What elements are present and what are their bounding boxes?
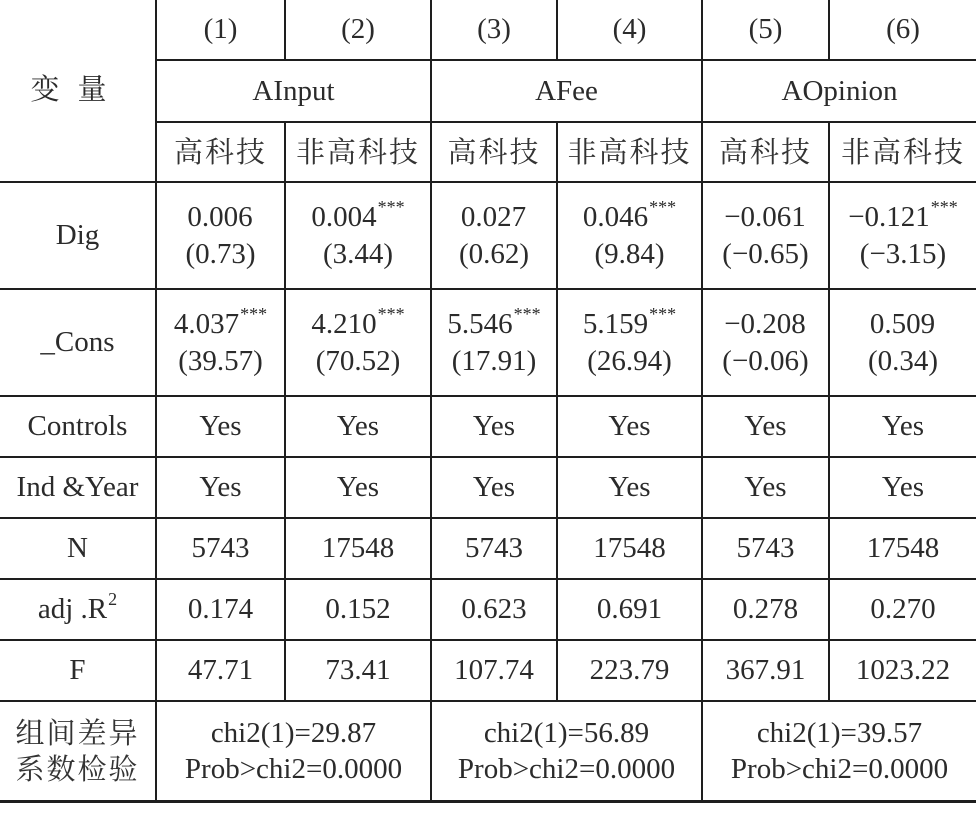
table-row-ind-year <box>0 457 976 518</box>
significance-stars: *** <box>513 304 541 325</box>
col-number-1: (1) <box>156 0 285 60</box>
n-cell: 5743 <box>156 518 285 579</box>
cons-cell-5 <box>702 289 829 396</box>
subgroup-2: 非高科技 <box>285 122 431 182</box>
table-row-f <box>0 640 976 701</box>
dig-cell-6 <box>829 182 976 289</box>
table-row-controls <box>0 396 976 457</box>
group-test-label-line1: 组间差异 <box>15 715 140 750</box>
significance-stars: *** <box>649 304 677 325</box>
cons-tstat: (70.52) <box>315 344 401 377</box>
dig-coef: −0.061 <box>724 201 806 234</box>
chi2-value: chi2(1)=39.57 <box>756 716 923 749</box>
subgroup-1: 高科技 <box>156 122 285 182</box>
adj-r2-cell: 0.270 <box>829 579 976 640</box>
table-row-n <box>0 518 976 579</box>
ind-year-cell: Yes <box>557 457 702 518</box>
n-cell: 5743 <box>702 518 829 579</box>
row-label-adj-r2 <box>0 579 156 640</box>
ind-year-cell: Yes <box>431 457 557 518</box>
subgroup-6: 非高科技 <box>829 122 976 182</box>
controls-cell: Yes <box>557 396 702 457</box>
col-number-4: (4) <box>557 0 702 60</box>
dig-coef: 0.046 <box>582 201 649 234</box>
ind-year-cell: Yes <box>702 457 829 518</box>
subgroup-3: 高科技 <box>431 122 557 182</box>
cons-coef: 0.509 <box>869 308 936 341</box>
dig-cell-3 <box>431 182 557 289</box>
cons-coef: 5.159 <box>582 308 649 341</box>
dig-cell-2 <box>285 182 431 289</box>
f-cell: 73.41 <box>285 640 431 701</box>
table-row-dig <box>0 182 976 289</box>
n-cell: 17548 <box>285 518 431 579</box>
cons-tstat: (17.91) <box>451 344 537 377</box>
group-aopinion: AOpinion <box>702 60 976 122</box>
col-number-2: (2) <box>285 0 431 60</box>
adj-r2-cell: 0.174 <box>156 579 285 640</box>
col-number-3: (3) <box>431 0 557 60</box>
f-cell: 223.79 <box>557 640 702 701</box>
adj-r2-superscript: 2 <box>108 589 118 610</box>
group-test-cell-aopinion <box>702 701 976 801</box>
adj-r2-cell: 0.623 <box>431 579 557 640</box>
prob-value: Prob>chi2=0.0000 <box>184 752 403 785</box>
dig-tstat: (−0.65) <box>722 237 809 270</box>
n-cell: 17548 <box>829 518 976 579</box>
significance-stars: *** <box>930 197 958 218</box>
f-cell: 47.71 <box>156 640 285 701</box>
adj-r2-cell: 0.152 <box>285 579 431 640</box>
adj-r2-cell: 0.691 <box>557 579 702 640</box>
row-label-ind-year: Ind &Year <box>0 457 156 518</box>
cons-cell-6 <box>829 289 976 396</box>
cons-coef: 5.546 <box>447 308 513 341</box>
row-label-group-test <box>0 701 156 801</box>
dig-coef: 0.004 <box>311 201 377 234</box>
chi2-value: chi2(1)=56.89 <box>483 716 650 749</box>
adj-r2-label: adj .R <box>37 593 108 626</box>
cons-coef: −0.208 <box>724 308 806 341</box>
table-row-adj-r2 <box>0 579 976 640</box>
cons-tstat: (−0.06) <box>722 344 809 377</box>
prob-value: Prob>chi2=0.0000 <box>730 752 949 785</box>
header-row-numbers <box>0 0 976 60</box>
significance-stars: *** <box>649 197 677 218</box>
ind-year-cell: Yes <box>829 457 976 518</box>
n-cell: 5743 <box>431 518 557 579</box>
significance-stars: *** <box>377 197 405 218</box>
subgroup-5: 高科技 <box>702 122 829 182</box>
controls-cell: Yes <box>285 396 431 457</box>
dig-cell-1 <box>156 182 285 289</box>
variable-header: 变量 <box>0 0 156 182</box>
row-label-cons: _Cons <box>0 289 156 396</box>
dig-tstat: (3.44) <box>322 237 394 270</box>
prob-value: Prob>chi2=0.0000 <box>457 752 676 785</box>
group-ainput: AInput <box>156 60 431 122</box>
group-test-cell-ainput <box>156 701 431 801</box>
row-label-controls: Controls <box>0 396 156 457</box>
col-number-5: (5) <box>702 0 829 60</box>
dig-tstat: (−3.15) <box>859 237 947 270</box>
chi2-value: chi2(1)=29.87 <box>210 716 377 749</box>
row-label-dig: Dig <box>0 182 156 289</box>
col-number-6: (6) <box>829 0 976 60</box>
significance-stars: *** <box>377 304 405 325</box>
significance-stars: *** <box>240 304 268 325</box>
dig-cell-5 <box>702 182 829 289</box>
dig-coef: 0.027 <box>460 201 527 234</box>
adj-r2-cell: 0.278 <box>702 579 829 640</box>
table-row-cons <box>0 289 976 396</box>
table-row-group-test <box>0 701 976 801</box>
f-cell: 1023.22 <box>829 640 976 701</box>
controls-cell: Yes <box>829 396 976 457</box>
group-afee: AFee <box>431 60 702 122</box>
cons-cell-4 <box>557 289 702 396</box>
cons-cell-1 <box>156 289 285 396</box>
dig-tstat: (0.73) <box>185 237 256 270</box>
ind-year-cell: Yes <box>285 457 431 518</box>
dig-cell-4 <box>557 182 702 289</box>
row-label-f: F <box>0 640 156 701</box>
group-test-label-line2: 系数检验 <box>15 751 140 786</box>
ind-year-cell: Yes <box>156 457 285 518</box>
f-cell: 367.91 <box>702 640 829 701</box>
subgroup-4: 非高科技 <box>557 122 702 182</box>
group-test-cell-afee <box>431 701 702 801</box>
cons-coef: 4.210 <box>311 308 377 341</box>
n-cell: 17548 <box>557 518 702 579</box>
cons-tstat: (26.94) <box>587 344 672 377</box>
dig-tstat: (9.84) <box>594 237 665 270</box>
controls-cell: Yes <box>702 396 829 457</box>
controls-cell: Yes <box>156 396 285 457</box>
row-label-n: N <box>0 518 156 579</box>
controls-cell: Yes <box>431 396 557 457</box>
cons-tstat: (0.34) <box>867 344 939 377</box>
cons-coef: 4.037 <box>173 308 240 341</box>
dig-coef: 0.006 <box>187 201 253 234</box>
cons-cell-2 <box>285 289 431 396</box>
f-cell: 107.74 <box>431 640 557 701</box>
cons-tstat: (39.57) <box>178 344 263 377</box>
cons-cell-3 <box>431 289 557 396</box>
dig-coef: −0.121 <box>848 201 930 234</box>
dig-tstat: (0.62) <box>458 237 530 270</box>
